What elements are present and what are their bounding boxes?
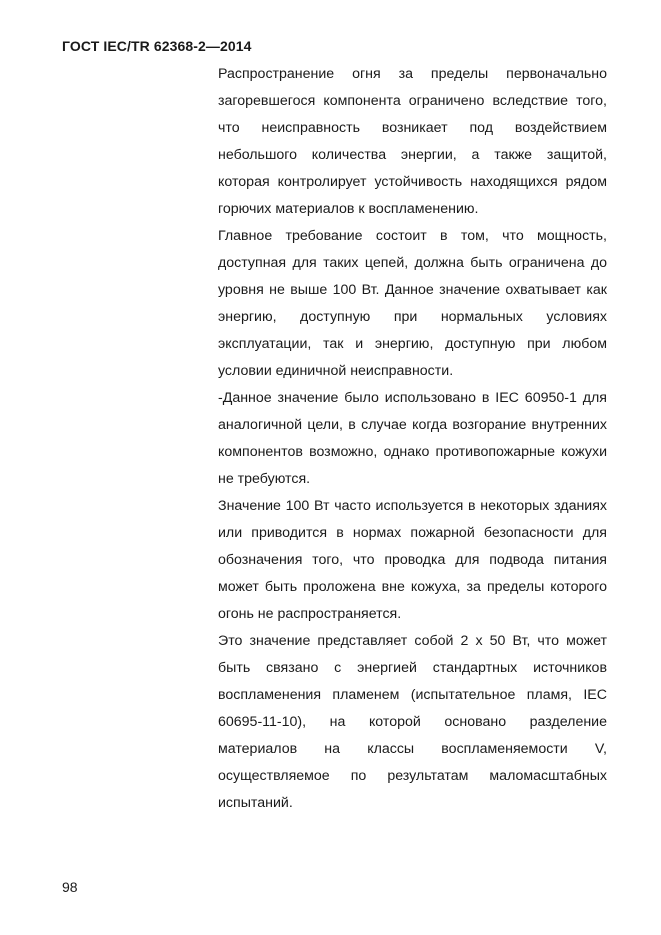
paragraph-main-requirement: Главное требование состоит в том, что мощность, доступная для таких цепей, должна быть ограничена до уровня не выше 100 Вт. Данное значение охватывает как энергию, доступную при нормальных условиях эксплуатации, так и энергию, доступную при любом условии единичной неисправности. bbox=[218, 228, 607, 379]
document-body bbox=[218, 61, 607, 817]
document-header: ГОСТ IEC/TR 62368-2—2014 bbox=[62, 38, 252, 54]
paragraph-100w-value: Значение 100 Вт часто используется в некоторых зданиях или приводится в нормах пожарной безопасности для обозначения того, что проводка для подвода питания может быть проложена вне кожуха, за пределы которого огонь не распространяется. bbox=[218, 498, 607, 622]
paragraph-2x50w: Это значение представляет собой 2 x 50 Вт, что может быть связано с энергией стандартных источников воспламенения пламенем (испытательное пламя, IEC 60695-11-10), на которой основано разделение материалов на классы воспламеняемости V, осуществляемое по результатам маломасштабных испытаний. bbox=[218, 633, 607, 811]
page-number: 98 bbox=[62, 879, 78, 895]
paragraph-iec-60950: -Данное значение было использовано в IEC 60950-1 для аналогичной цели, в случае когда возгорание внутренних компонентов возможно, однако противопожарные кожухи не требуются. bbox=[218, 390, 607, 487]
paragraph-fire-spread: Распространение огня за пределы первоначально загоревшегося компонента ограничено вследствие того, что неисправность возникает под воздействием небольшого количества энергии, а также защитой, которая контролирует устойчивость находящихся рядом горючих материалов к воспламенению. bbox=[218, 66, 607, 217]
